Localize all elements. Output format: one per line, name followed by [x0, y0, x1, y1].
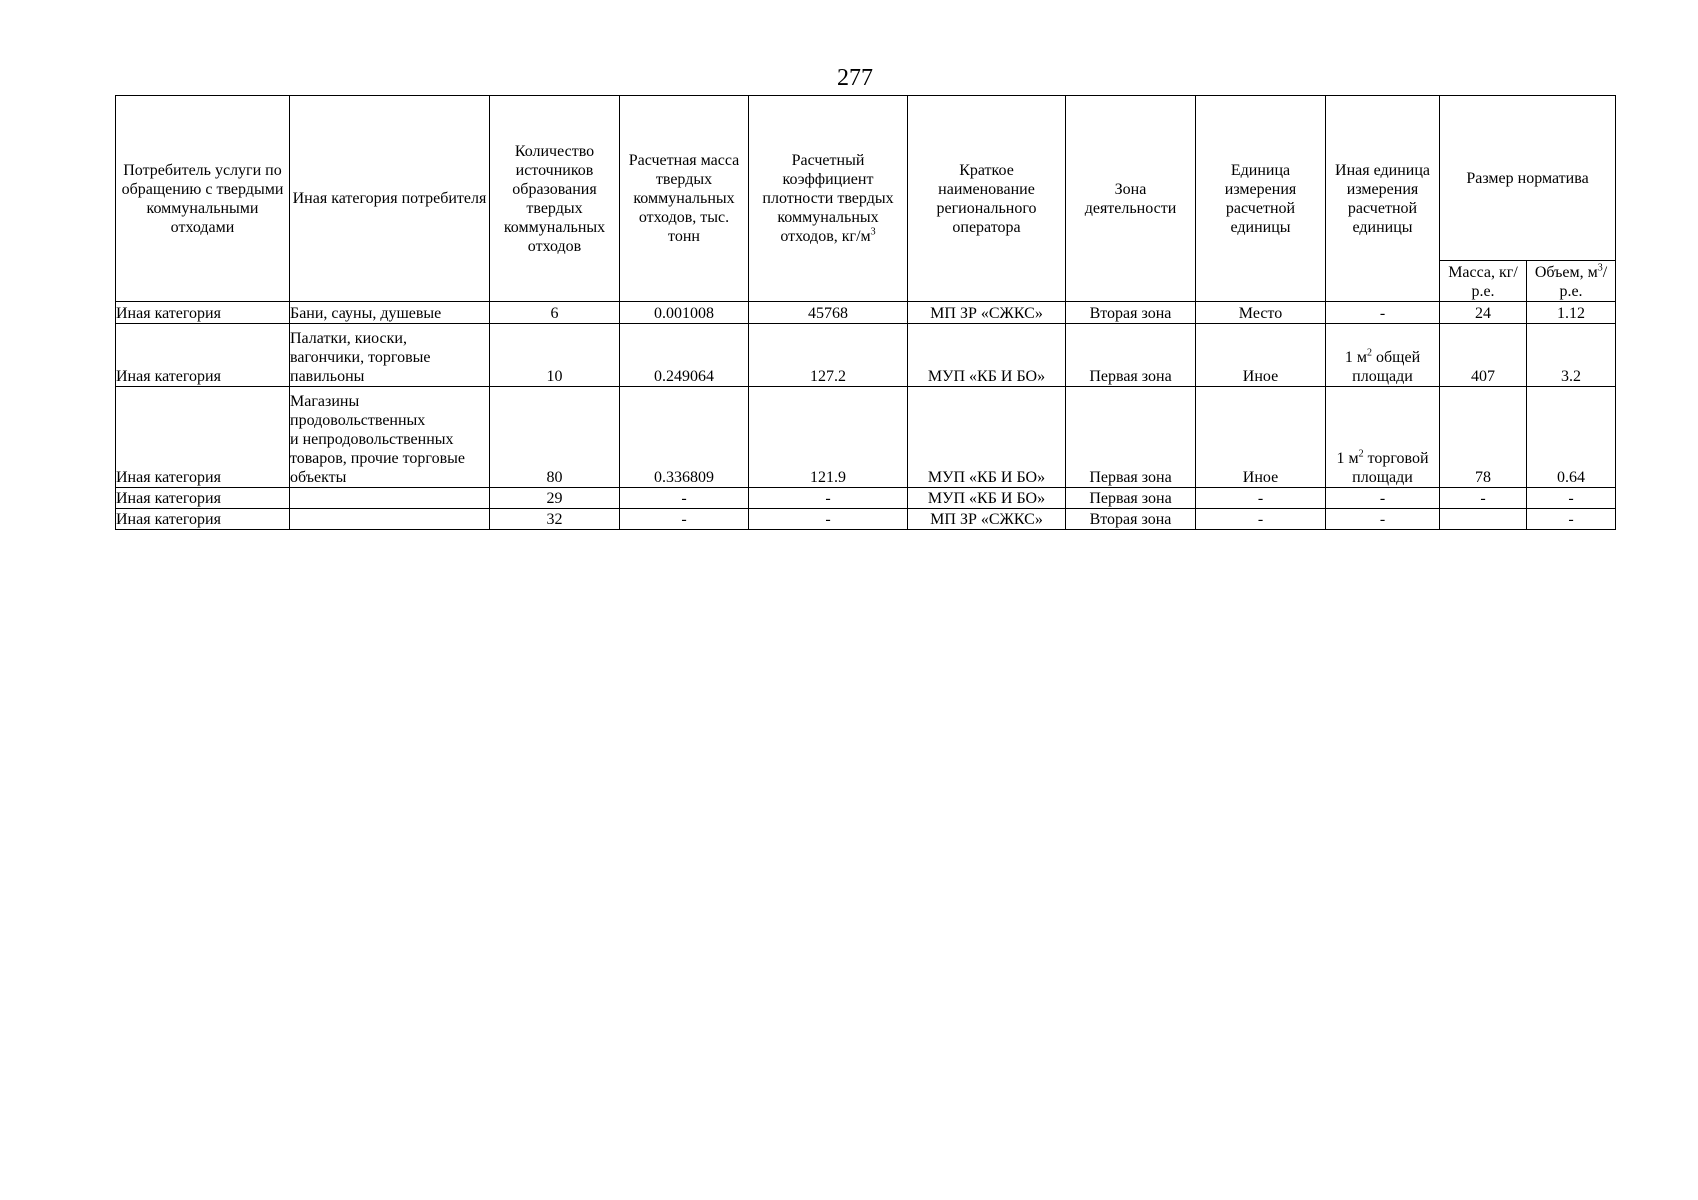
cell-other-unit-text: 1 м [1336, 450, 1359, 467]
cell-calc-mass: - [620, 509, 749, 530]
cell-other-unit-sup: 2 [1367, 347, 1372, 359]
cell-unit: Иное [1196, 387, 1326, 488]
cell-operator: МП ЗР «СЖКС» [908, 509, 1066, 530]
header-unit: Единица измерения расчетной единицы [1196, 96, 1326, 302]
cell-mass: - [1440, 488, 1527, 509]
cell-consumer: Иная категория [116, 509, 290, 530]
cell-volume: - [1527, 488, 1616, 509]
header-volume-suffix: /р.е. [1559, 264, 1608, 300]
cell-other-category [290, 509, 490, 530]
page-number: 277 [837, 65, 873, 91]
table-row [116, 324, 1616, 387]
cell-mass: 78 [1440, 387, 1527, 488]
cell-other-unit [1326, 387, 1440, 488]
cell-other-unit-suffix: общей площади [1352, 349, 1421, 385]
cell-density: - [749, 509, 908, 530]
cell-unit: Иное [1196, 324, 1326, 387]
table-header [116, 96, 1616, 302]
cell-other-unit: - [1326, 488, 1440, 509]
cell-other-category: Магазины продовольственных и непродовольственных товаров, прочие торговые объекты [290, 387, 490, 488]
cell-calc-mass: - [620, 488, 749, 509]
cell-unit: - [1196, 488, 1326, 509]
cell-other-unit [1326, 324, 1440, 387]
cell-other-category: Палатки, киоски, вагончики, торговые павильоны [290, 324, 490, 387]
header-volume-text: Объем, м [1534, 264, 1598, 281]
header-density-coef-sup: 3 [870, 226, 876, 238]
header-density-coef-text: Расчетный коэффициент плотности твердых коммунальных отходов, кг/м [762, 152, 894, 245]
cell-other-category: Бани, сауны, душевые [290, 302, 490, 324]
cell-consumer: Иная категория [116, 488, 290, 509]
cell-volume: - [1527, 509, 1616, 530]
cell-zone: Вторая зона [1066, 302, 1196, 324]
header-consumer: Потребитель услуги по обращению с твердыми коммунальными отходами [116, 96, 290, 302]
waste-norm-table [115, 95, 1616, 530]
header-calc-mass: Расчетная масса твердых коммунальных отходов, тыс. тонн [620, 96, 749, 302]
cell-other-category [290, 488, 490, 509]
cell-density: 45768 [749, 302, 908, 324]
cell-calc-mass: 0.001008 [620, 302, 749, 324]
cell-volume: 3.2 [1527, 324, 1616, 387]
cell-calc-mass: 0.336809 [620, 387, 749, 488]
cell-other-unit: - [1326, 509, 1440, 530]
cell-volume: 1.12 [1527, 302, 1616, 324]
cell-other-unit-sup: 2 [1358, 448, 1364, 460]
cell-mass: 407 [1440, 324, 1527, 387]
cell-operator: МП ЗР «СЖКС» [908, 302, 1066, 324]
cell-calc-mass: 0.249064 [620, 324, 749, 387]
header-operator: Краткое наименование регионального оператора [908, 96, 1066, 302]
cell-unit: Место [1196, 302, 1326, 324]
cell-operator: МУП «КБ И БО» [908, 324, 1066, 387]
table-row [116, 387, 1616, 488]
cell-volume: 0.64 [1527, 387, 1616, 488]
cell-sources-count: 6 [490, 302, 620, 324]
header-other-category: Иная категория потребителя [290, 96, 490, 302]
cell-consumer: Иная категория [116, 302, 290, 324]
header-density-coef [749, 96, 908, 302]
table-body [116, 302, 1616, 530]
cell-other-unit: - [1326, 302, 1440, 324]
cell-sources-count: 80 [490, 387, 620, 488]
header-volume-sup: 3 [1597, 262, 1603, 274]
cell-unit: - [1196, 509, 1326, 530]
cell-mass: 24 [1440, 302, 1527, 324]
header-mass: Масса, кг/р.е. [1440, 261, 1527, 302]
table-row [116, 302, 1616, 324]
cell-zone: Первая зона [1066, 324, 1196, 387]
cell-other-unit-suffix: торговой площади [1352, 450, 1429, 486]
cell-zone: Первая зона [1066, 488, 1196, 509]
header-norm-size: Размер норматива [1440, 96, 1616, 261]
cell-operator: МУП «КБ И БО» [908, 387, 1066, 488]
cell-sources-count: 10 [490, 324, 620, 387]
cell-zone: Первая зона [1066, 387, 1196, 488]
header-zone: Зона деятельности [1066, 96, 1196, 302]
cell-consumer: Иная категория [116, 324, 290, 387]
cell-other-unit-text: 1 м [1344, 349, 1367, 366]
table-row [116, 488, 1616, 509]
header-volume [1527, 261, 1616, 302]
header-sources-count: Количество источников образования твердых коммунальных отходов [490, 96, 620, 302]
cell-sources-count: 32 [490, 509, 620, 530]
cell-mass [1440, 509, 1527, 530]
cell-sources-count: 29 [490, 488, 620, 509]
cell-density: 121.9 [749, 387, 908, 488]
cell-density: - [749, 488, 908, 509]
cell-zone: Вторая зона [1066, 509, 1196, 530]
cell-consumer: Иная категория [116, 387, 290, 488]
table-row [116, 509, 1616, 530]
cell-density: 127.2 [749, 324, 908, 387]
cell-operator: МУП «КБ И БО» [908, 488, 1066, 509]
header-other-unit: Иная единица измерения расчетной единицы [1326, 96, 1440, 302]
